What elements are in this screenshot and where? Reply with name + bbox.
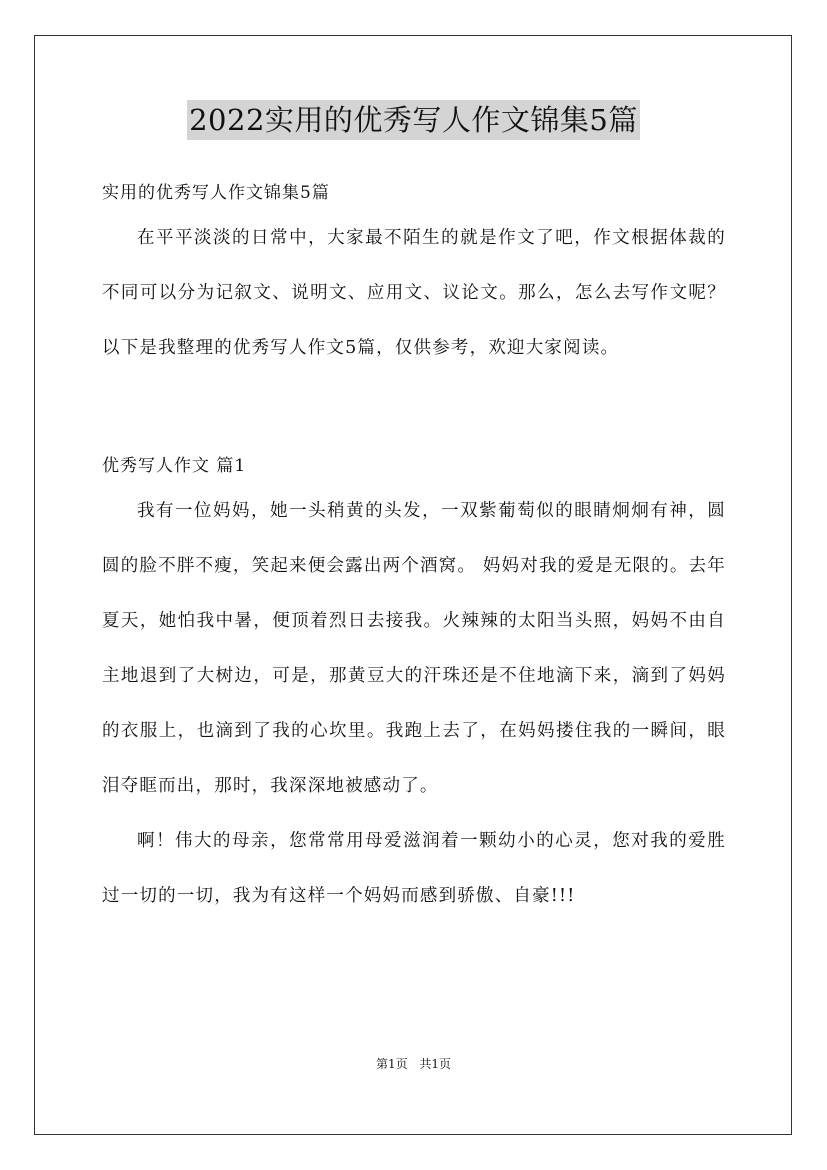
document-subtitle: 实用的优秀写人作文锦集5篇 (102, 183, 330, 203)
document-title: 2022实用的优秀写人作文锦集5篇 (187, 100, 640, 140)
section-paragraph: 我有一位妈妈，她一头稍黄的头发，一双紫葡萄似的眼睛炯炯有神，圆圆的脸不胖不瘦，笑起来便会露出两个酒窝。 妈妈对我的爱是无限的。去年夏天，她怕我中暑，便顶着烈日去接我。火辣辣的太阳当头照，妈妈不由自主地退到了大树边，可是，那黄豆大的汗珠还是不住地滴下来，滴到了妈妈的衣服上，也滴到了我的心坎里。我跑上去了，在妈妈搂住我的一瞬间，眼泪夺眶而出，那时，我深深地被感动了。 (102, 501, 726, 796)
document-body (102, 175, 726, 924)
page-total: 共1页 (419, 1057, 452, 1071)
section-paragraph: 啊！伟大的母亲，您常常用母爱滋润着一颗幼小的心灵，您对我的爱胜过一切的一切，我为有这样一个妈妈而感到骄傲、自豪!!! (102, 831, 726, 906)
intro-paragraph: 在平平淡淡的日常中，大家最不陌生的就是作文了吧，作文根据体裁的不同可以分为记叙文、说明文、应用文、议论文。那么，怎么去写作文呢？以下是我整理的优秀写人作文5篇，仅供参考，欢迎大家阅读。 (102, 228, 726, 358)
title-container (0, 100, 827, 140)
page-footer (0, 1055, 827, 1073)
page-number: 第1页 (375, 1057, 408, 1071)
section-heading: 优秀写人作文 篇1 (102, 456, 247, 476)
